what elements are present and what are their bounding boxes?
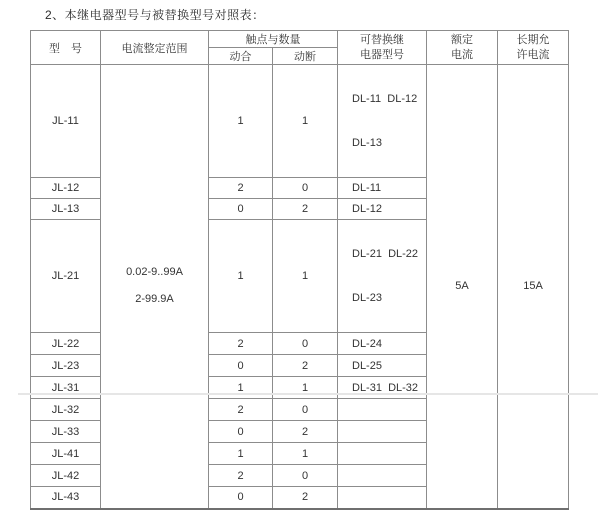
replace-models-line1: DL-11 DL-12: [352, 93, 418, 105]
normally-open-cell: 1: [209, 65, 273, 178]
header-row-1: [31, 31, 569, 48]
model-cell: JL-33: [31, 421, 101, 443]
normally-closed-cell: 0: [273, 399, 338, 421]
page-title: 2、本继电器型号与被替换型号对照表：: [45, 8, 265, 22]
replace-models-cell: [338, 399, 427, 421]
replace-models-cell: DL-12: [338, 199, 427, 220]
replace-models-cell: [338, 220, 427, 333]
table-row: [31, 65, 569, 178]
normally-open-cell: 2: [209, 178, 273, 199]
replace-models-line2: DL-23: [352, 292, 382, 304]
normally-closed-cell: 2: [273, 421, 338, 443]
replace-models-cell: [338, 487, 427, 509]
replace-models-cell: DL-25: [338, 355, 427, 377]
col-header-model: 型 号: [31, 31, 101, 65]
col-header-rated-line1: 额定: [451, 33, 473, 46]
normally-open-cell: 0: [209, 421, 273, 443]
model-cell: JL-13: [31, 199, 101, 220]
normally-open-cell: 0: [209, 199, 273, 220]
replace-models-cell: [338, 465, 427, 487]
replace-models-cell: DL-24: [338, 333, 427, 355]
normally-open-cell: 0: [209, 487, 273, 509]
model-cell: JL-41: [31, 443, 101, 465]
normally-open-cell: 2: [209, 399, 273, 421]
normally-closed-cell: 2: [273, 355, 338, 377]
page-bottom-divider: [18, 393, 598, 395]
col-header-longterm-line1: 长期允: [516, 33, 550, 46]
model-cell: JL-42: [31, 465, 101, 487]
model-cell: JL-22: [31, 333, 101, 355]
normally-open-cell: 1: [209, 377, 273, 399]
normally-closed-cell: 1: [273, 65, 338, 178]
col-header-normally-open: 动合: [209, 48, 273, 65]
normally-closed-cell: 1: [273, 377, 338, 399]
longterm-current-cell: 15A: [498, 65, 569, 509]
col-header-longterm-line2: 许电流: [516, 48, 550, 61]
model-cell: JL-11: [31, 65, 101, 178]
model-cell: JL-12: [31, 178, 101, 199]
normally-closed-cell: 1: [273, 220, 338, 333]
current-range-line2: 2-99.9A: [135, 293, 174, 306]
col-header-current-range: 电流整定范围: [101, 31, 209, 65]
model-cell: JL-21: [31, 220, 101, 333]
col-header-rated-line2: 电流: [451, 48, 473, 61]
replace-models-cell: DL-31 DL-32: [338, 377, 427, 399]
normally-open-cell: 0: [209, 355, 273, 377]
normally-open-cell: 1: [209, 220, 273, 333]
normally-closed-cell: 1: [273, 443, 338, 465]
current-range-line1: 0.02-9..99A: [126, 266, 183, 279]
col-header-replaceable-line2: 电器型号: [360, 48, 404, 61]
model-cell: JL-31: [31, 377, 101, 399]
normally-closed-cell: 0: [273, 333, 338, 355]
model-cell: JL-43: [31, 487, 101, 509]
col-header-normally-closed: 动断: [273, 48, 338, 65]
replace-models-cell: DL-11: [338, 178, 427, 199]
rated-current-cell: 5A: [427, 65, 498, 509]
replace-models-cell: [338, 65, 427, 178]
normally-open-cell: 1: [209, 443, 273, 465]
normally-closed-cell: 0: [273, 178, 338, 199]
model-cell: JL-32: [31, 399, 101, 421]
col-header-longterm-current: [498, 31, 569, 65]
col-header-rated-current: [427, 31, 498, 65]
normally-closed-cell: 2: [273, 199, 338, 220]
normally-closed-cell: 0: [273, 465, 338, 487]
replace-models-line1: DL-21 DL-22: [352, 248, 419, 260]
col-header-replaceable-line1: 可替换继: [360, 33, 404, 46]
relay-comparison-table: [30, 30, 569, 510]
normally-open-cell: 2: [209, 465, 273, 487]
col-header-contacts-group: 触点与数量: [209, 31, 338, 48]
replace-models-cell: [338, 421, 427, 443]
model-cell: JL-23: [31, 355, 101, 377]
replace-models-cell: [338, 443, 427, 465]
normally-closed-cell: 2: [273, 487, 338, 509]
replace-models-line2: DL-13: [352, 137, 382, 149]
current-range-cell: [101, 65, 209, 509]
col-header-replaceable: [338, 31, 427, 65]
normally-open-cell: 2: [209, 333, 273, 355]
